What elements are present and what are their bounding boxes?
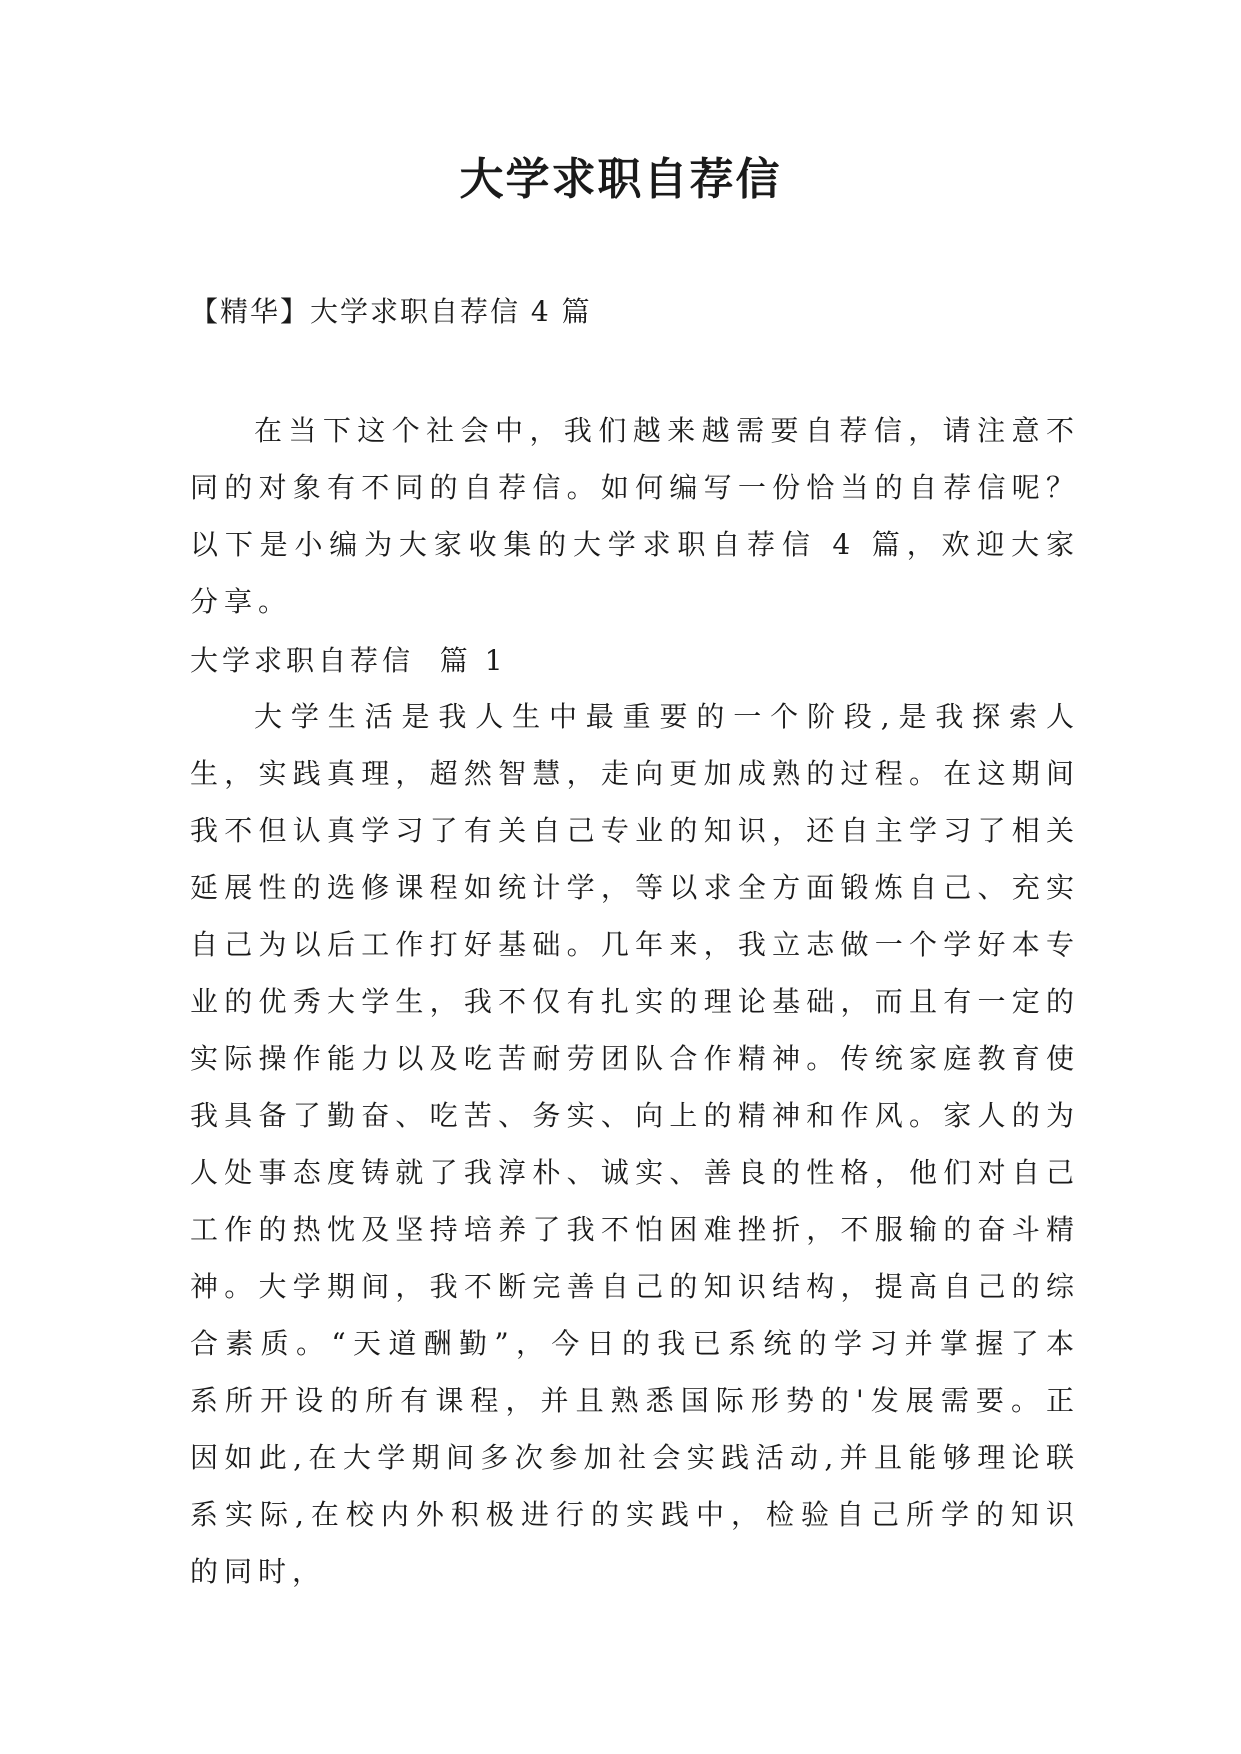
letter-paragraph: 大学生活是我人生中最重要的一个阶段,是我探索人生，实践真理，超然智慧，走向更加成熟的过程。在这期间我不但认真学习了有关自己专业的知识，还自主学习了相关延展性的选修课程如统计学，等以求全方面锻炼自己、充实自己为以后工作打好基础。几年来，我立志做一个学好本专业的优秀大学生，我不仅有扎实的理论基础，而且有一定的实际操作能力以及吃苦耐劳团队合作精神。传统家庭教育使我具备了勤奋、吃苦、务实、向上的精神和作风。家人的为人处事态度铸就了我淳朴、诚实、善良的性格，他们对自己工作的热忱及坚持培养了我不怕困难挫折，不服输的奋斗精神。大学期间，我不断完善自己的知识结构，提高自己的综合素质。“天道酬勤”，今日的我已系统的学习并掌握了本系所开设的所有课程，并且熟悉国际形势的'发展需要。正因如此,在大学期间多次参加社会实践活动,并且能够理论联系实际,在校内外积极进行的实践中，检验自己所学的知识的同时， <box>190 700 1080 1588</box>
document-subtitle: 【精华】大学求职自荐信 4 篇 <box>190 295 592 328</box>
document-title: 大学求职自荐信 <box>459 154 782 205</box>
section-heading: 大学求职自荐信 篇 1 <box>190 644 507 677</box>
intro-paragraph: 在当下这个社会中，我们越来越需要自荐信，请注意不同的对象有不同的自荐信。如何编写一份恰当的自荐信呢？以下是小编为大家收集的大学求职自荐信 4 篇，欢迎大家分享。 <box>190 414 1080 618</box>
